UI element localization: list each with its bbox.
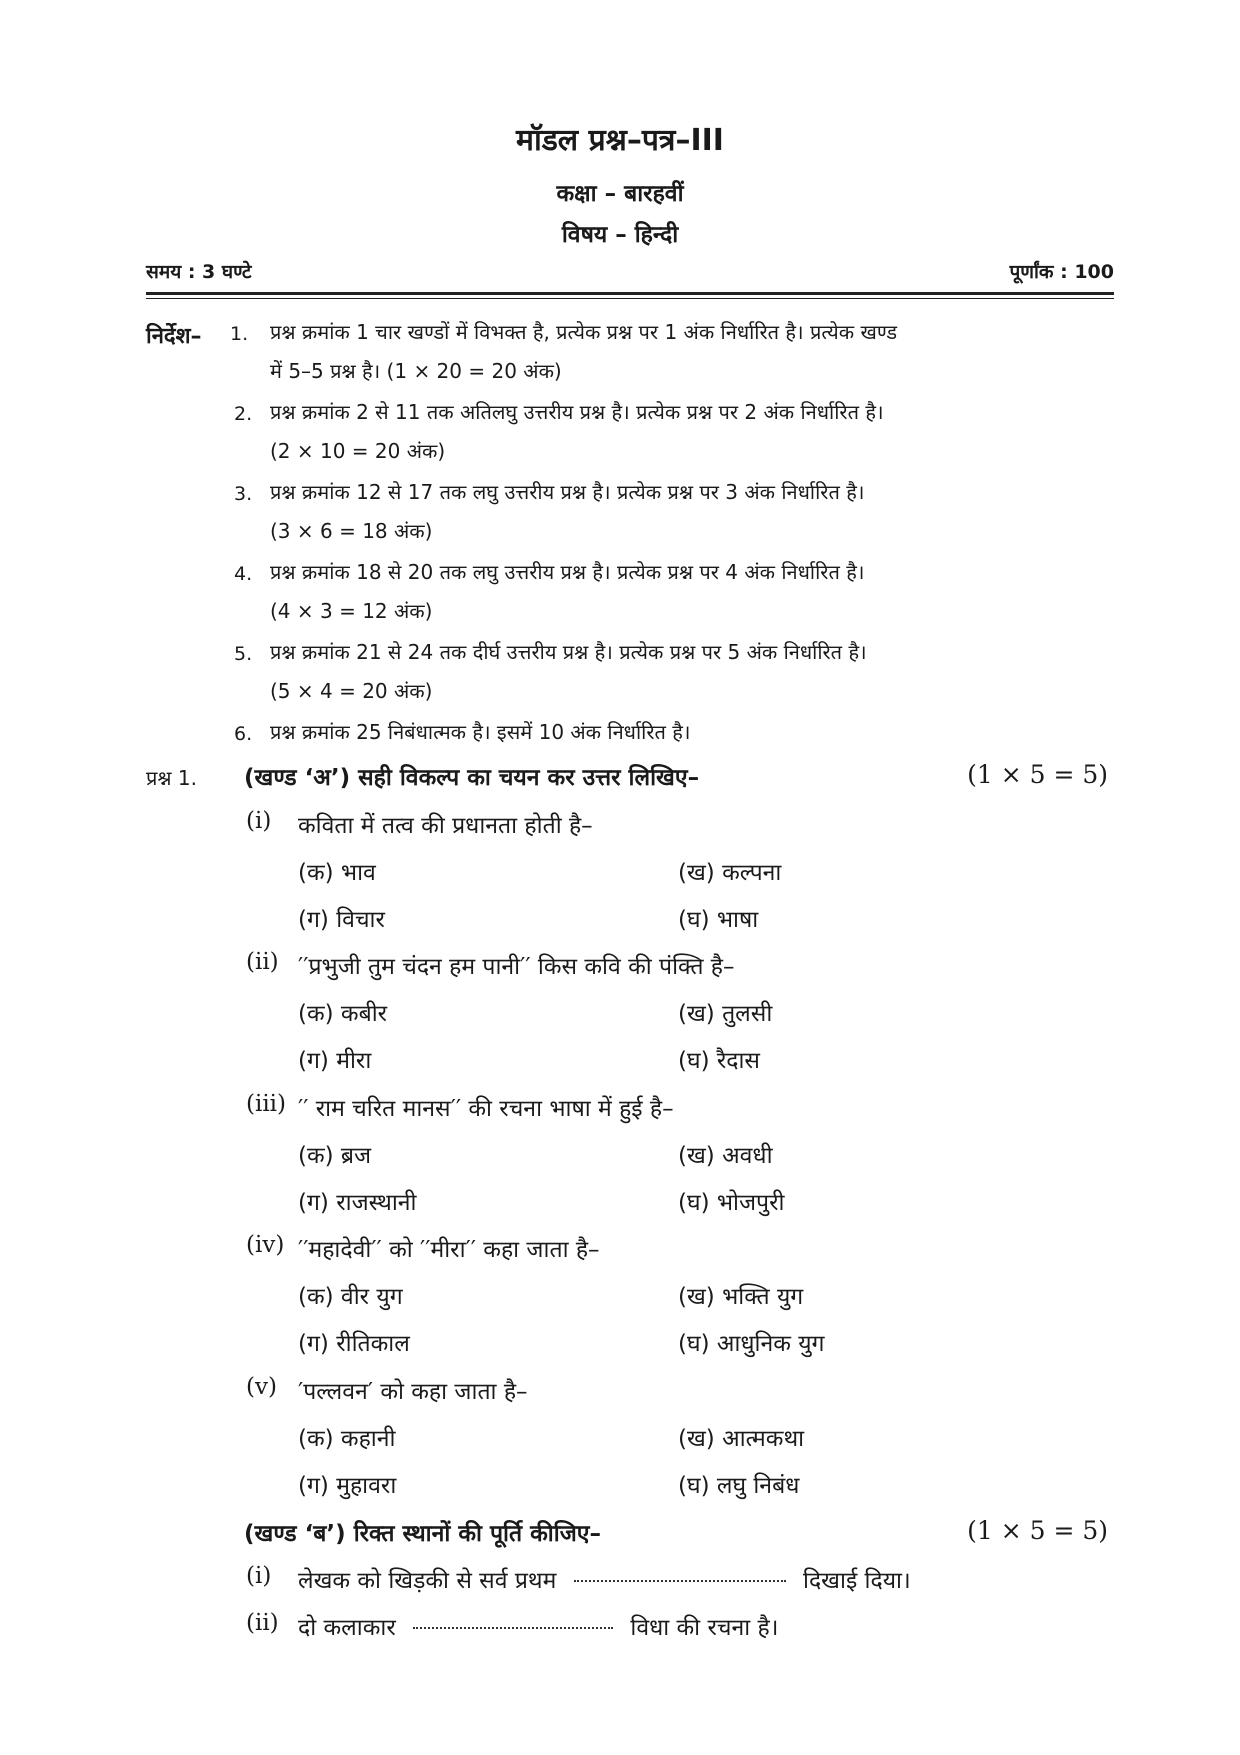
sub-question-number: (i) <box>246 1563 272 1589</box>
sub-question-number: (ii) <box>246 1610 279 1636</box>
option: (क) कबीर <box>298 1001 388 1027</box>
sub-question-text: कविता में तत्व की प्रधानता होती है– <box>298 813 593 839</box>
option: (ग) राजस्थानी <box>298 1190 417 1216</box>
header-rule-thin <box>146 298 1114 299</box>
instruction-line: (5 × 4 = 20 अंक) <box>270 679 433 703</box>
sub-question-text: ′′ राम चरित मानस′′ की रचना भाषा में हुई है– <box>298 1096 674 1122</box>
subject-label: विषय – हिन्दी <box>561 222 679 248</box>
option: (ग) विचार <box>298 907 385 933</box>
option: (घ) आधुनिक युग <box>678 1331 825 1357</box>
option: (क) वीर युग <box>298 1284 403 1310</box>
instruction-number: 6. <box>234 723 253 745</box>
header-rule-thick <box>146 292 1114 295</box>
max-marks-label: पूर्णांक : 100 <box>1009 261 1114 283</box>
option: (ग) मुहावरा <box>298 1473 397 1499</box>
sub-question-number: (i) <box>246 808 272 834</box>
instruction-line: (4 × 3 = 12 अंक) <box>270 599 433 623</box>
fill-blank-question <box>298 1563 911 1595</box>
option: (घ) लघु निबंध <box>678 1473 800 1499</box>
instruction-line: (2 × 10 = 20 अंक) <box>270 439 446 463</box>
sub-question-number: (iv) <box>246 1232 285 1258</box>
instruction-line: प्रश्न क्रमांक 25 निबंधात्मक है। इसमें 10 अंक निर्धारित है। <box>270 720 691 744</box>
instruction-line: प्रश्न क्रमांक 2 से 11 तक अतिलघु उत्तरीय प्रश्न है। प्रत्येक प्रश्न पर 2 अंक निर्धारित है। <box>270 400 884 424</box>
instruction-number: 1. <box>230 323 249 345</box>
instruction-line: प्रश्न क्रमांक 18 से 20 तक लघु उत्तरीय प्रश्न है। प्रत्येक प्रश्न पर 4 अंक निर्धारित है। <box>270 560 865 584</box>
option: (घ) भाषा <box>678 907 759 933</box>
instruction-number: 4. <box>234 563 253 585</box>
fill-blank-text-after: दिखाई दिया। <box>803 1568 911 1594</box>
sub-question-text: ′′महादेवी′′ को ′′मीरा′′ कहा जाता है– <box>298 1237 600 1263</box>
paper-title: मॉडल प्रश्न–पत्र–III <box>516 123 724 158</box>
time-label: समय : 3 घण्टे <box>146 261 252 283</box>
fill-blank-question <box>298 1610 778 1642</box>
option: (घ) रैदास <box>678 1048 760 1074</box>
option: (क) कहानी <box>298 1426 396 1452</box>
section-b-marks: (1 × 5 = 5) <box>967 1516 1108 1545</box>
instruction-line: प्रश्न क्रमांक 12 से 17 तक लघु उत्तरीय प्रश्न है। प्रत्येक प्रश्न पर 3 अंक निर्धारित है। <box>270 480 865 504</box>
option: (ख) तुलसी <box>678 1001 773 1027</box>
option: (क) ब्रज <box>298 1143 372 1169</box>
sub-question-text: ′′प्रभुजी तुम चंदन हम पानी′′ किस कवि की पंक्ति है– <box>298 954 735 980</box>
section-a-marks: (1 × 5 = 5) <box>967 760 1108 789</box>
sub-question-number: (iii) <box>246 1091 287 1117</box>
section-a-heading: (खण्ड ‘अ’) सही विकल्प का चयन कर उत्तर लिखिए– <box>244 765 700 791</box>
fill-blank-dotted-line <box>574 1580 786 1582</box>
instruction-number: 5. <box>234 643 253 665</box>
option: (क) भाव <box>298 860 376 886</box>
instruction-number: 3. <box>234 483 253 505</box>
question-number: प्रश्न 1. <box>146 766 197 790</box>
sub-question-number: (ii) <box>246 949 279 975</box>
option: (ख) भक्ति युग <box>678 1284 804 1310</box>
fill-blank-text-before: दो कलाकार <box>298 1615 396 1641</box>
option: (ख) अवधी <box>678 1143 773 1169</box>
option: (ग) रीतिकाल <box>298 1331 410 1357</box>
section-b-heading: (खण्ड ‘ब’) रिक्त स्थानों की पूर्ति कीजिए– <box>244 1521 601 1547</box>
class-label: कक्षा – बारहवीं <box>556 181 684 207</box>
option: (ख) आत्मकथा <box>678 1426 805 1452</box>
fill-blank-dotted-line <box>413 1627 613 1629</box>
fill-blank-text-after: विधा की रचना है। <box>630 1615 779 1641</box>
instructions-label: निर्देश– <box>146 324 202 349</box>
option: (घ) भोजपुरी <box>678 1190 785 1216</box>
instruction-line: (3 × 6 = 18 अंक) <box>270 519 433 543</box>
instruction-line: में 5–5 प्रश्न है। (1 × 20 = 20 अंक) <box>270 359 562 383</box>
fill-blank-text-before: लेखक को खिड़की से सर्व प्रथम <box>298 1568 557 1594</box>
sub-question-number: (v) <box>246 1374 277 1400</box>
instruction-line: प्रश्न क्रमांक 21 से 24 तक दीर्घ उत्तरीय प्रश्न है। प्रत्येक प्रश्न पर 5 अंक निर्धारित है। <box>270 640 867 664</box>
option: (ग) मीरा <box>298 1048 372 1074</box>
sub-question-text: ′पल्लवन′ को कहा जाता है– <box>298 1379 528 1405</box>
instruction-line: प्रश्न क्रमांक 1 चार खण्डों में विभक्त है, प्रत्येक प्रश्न पर 1 अंक निर्धारित है। प्रत्येक खण्ड <box>270 320 898 344</box>
option: (ख) कल्पना <box>678 860 782 886</box>
instruction-number: 2. <box>234 403 253 425</box>
